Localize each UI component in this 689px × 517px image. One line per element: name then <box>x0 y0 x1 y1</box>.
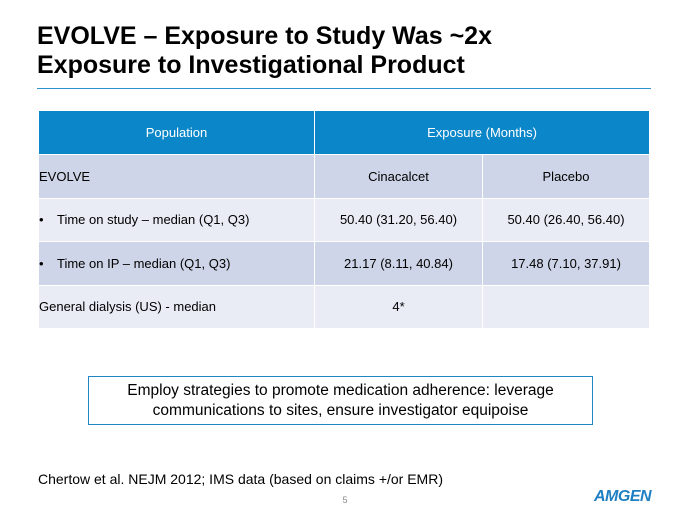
slide-title-line-2: Exposure to Investigational Product <box>37 51 465 79</box>
page-number: 5 <box>342 495 348 505</box>
empty-cell <box>483 285 650 329</box>
bullet-marker: • <box>39 255 44 271</box>
source-footnote: Chertow et al. NEJM 2012; IMS data (based on claims +/or EMR) <box>38 471 443 487</box>
dialysis-median-value: 4* <box>315 285 483 329</box>
table-row <box>39 285 650 329</box>
placebo-value: 17.48 (7.10, 37.91) <box>483 242 650 286</box>
cinacalcet-column-header: Cinacalcet <box>315 155 483 199</box>
callout-box <box>88 376 593 425</box>
table-header-row <box>39 111 650 155</box>
row-label: EVOLVE <box>39 155 315 199</box>
slide-title <box>37 22 657 80</box>
amgen-logo: AMGEN <box>594 488 652 505</box>
bullet-marker: • <box>39 212 44 228</box>
row-label-cell <box>39 242 315 286</box>
header-exposure: Exposure (Months) <box>315 111 650 155</box>
header-population: Population <box>39 111 315 155</box>
cinacalcet-value: 21.17 (8.11, 40.84) <box>315 242 483 286</box>
row-label: Time on IP – median (Q1, Q3) <box>57 255 231 271</box>
table-row <box>39 155 650 199</box>
row-label-cell <box>39 198 315 242</box>
table-row <box>39 242 650 286</box>
placebo-value: 50.40 (26.40, 56.40) <box>483 198 650 242</box>
row-label: Time on study – median (Q1, Q3) <box>57 212 250 228</box>
exposure-table <box>38 110 650 329</box>
callout-line-1: Employ strategies to promote medication adherence: leverage <box>127 381 554 399</box>
callout-line-2: communications to sites, ensure investigator equipoise <box>152 401 529 419</box>
cinacalcet-value: 50.40 (31.20, 56.40) <box>315 198 483 242</box>
row-label: General dialysis (US) - median <box>39 285 315 329</box>
slide-title-line-1: EVOLVE – Exposure to Study Was ~2x <box>37 22 492 50</box>
table-row <box>39 198 650 242</box>
title-divider <box>37 88 651 89</box>
placebo-column-header: Placebo <box>483 155 650 199</box>
